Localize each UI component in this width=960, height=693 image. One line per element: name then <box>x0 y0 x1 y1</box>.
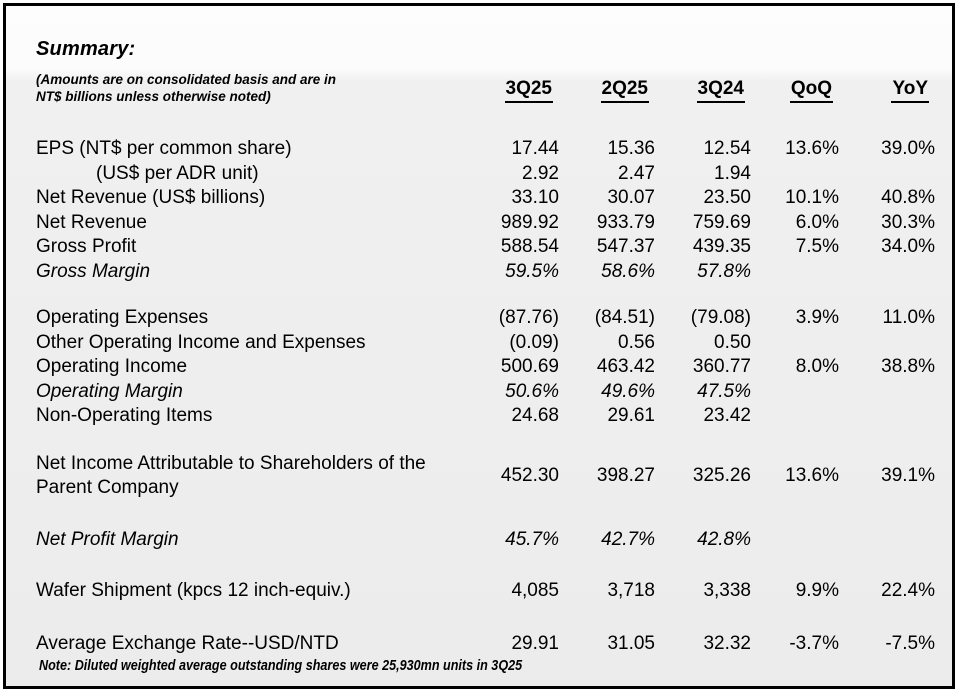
header-gap <box>36 107 938 137</box>
cell-2q25: 58.6% <box>601 260 655 282</box>
table-row <box>36 306 938 331</box>
cell-qoq: 3.9% <box>795 307 839 328</box>
cell-3q25: 452.30 <box>500 464 559 486</box>
column-header-2q25: 2Q25 <box>562 71 658 107</box>
row-label: EPS (NT$ per common share) <box>36 138 292 159</box>
table-row <box>36 404 938 429</box>
cell-yoy: 39.1% <box>881 464 935 486</box>
cell-yoy <box>842 404 938 429</box>
row-label: Operating Income <box>36 356 188 377</box>
cell-qoq: 10.1% <box>785 187 839 208</box>
row-label: Operating Expenses <box>36 307 209 328</box>
cell-qoq: 13.6% <box>785 138 839 159</box>
row-label: Gross Profit <box>36 236 137 257</box>
table-row <box>36 355 938 380</box>
row-label: Net Income Attributable to Shareholders of the Parent Company <box>36 452 426 498</box>
cell-2q25: 547.37 <box>596 236 655 257</box>
cell-qoq: -3.7% <box>789 632 839 654</box>
row-label: Average Exchange Rate--USD/NTD <box>36 632 339 654</box>
table-row <box>36 235 938 260</box>
cell-3q24: 360.77 <box>692 356 751 377</box>
cell-qoq: 6.0% <box>795 211 839 233</box>
cell-2q25: 463.42 <box>596 356 655 377</box>
cell-yoy: -7.5% <box>885 632 935 654</box>
subtitle-line-2: NT$ billions unless otherwise noted) <box>36 89 271 104</box>
cell-qoq <box>754 162 842 187</box>
cell-yoy <box>842 528 938 553</box>
cell-2q25: 15.36 <box>607 138 655 159</box>
cell-2q25: 29.61 <box>607 405 655 426</box>
cell-yoy: 40.8% <box>881 187 935 208</box>
row-label: Net Profit Margin <box>36 528 179 550</box>
cell-3q24: 23.42 <box>703 405 751 426</box>
cell-3q25: (87.76) <box>498 307 559 328</box>
column-header-yoy: YoY <box>842 71 938 107</box>
cell-3q25: 33.10 <box>511 187 559 208</box>
table-row <box>36 211 938 236</box>
cell-yoy <box>842 331 938 356</box>
cell-3q24: 759.69 <box>692 211 751 233</box>
table-row <box>36 579 938 604</box>
cell-2q25: 49.6% <box>601 380 655 402</box>
cell-3q25: 500.69 <box>500 356 559 377</box>
column-header-3q24: 3Q24 <box>658 71 754 107</box>
cell-yoy: 30.3% <box>881 211 935 233</box>
cell-2q25: (84.51) <box>594 307 655 328</box>
cell-yoy: 22.4% <box>881 580 935 601</box>
cell-2q25: 0.56 <box>618 331 655 353</box>
cell-yoy: 38.8% <box>881 356 935 377</box>
report-frame <box>3 3 955 689</box>
cell-3q25: (0.09) <box>509 331 559 353</box>
cell-2q25: 30.07 <box>607 187 655 208</box>
row-label: Wafer Shipment (kpcs 12 inch-equiv.) <box>36 580 351 601</box>
cell-qoq: 9.9% <box>795 580 839 601</box>
row-label: (US$ per ADR unit) <box>96 162 259 184</box>
row-label: Net Revenue <box>36 211 147 233</box>
row-label: Other Operating Income and Expenses <box>36 331 366 353</box>
cell-3q24: 1.94 <box>714 162 751 184</box>
cell-3q24: 0.50 <box>714 331 751 353</box>
table-row <box>36 260 938 285</box>
cell-3q24: 325.26 <box>692 464 751 486</box>
row-label: Operating Margin <box>36 380 183 402</box>
cell-qoq <box>754 404 842 429</box>
column-header-qoq: QoQ <box>754 71 842 107</box>
cell-3q24: 439.35 <box>692 236 751 257</box>
column-header-3q25: 3Q25 <box>466 71 562 107</box>
row-gap <box>36 604 938 632</box>
cell-3q25: 989.92 <box>500 211 559 233</box>
cell-2q25: 933.79 <box>596 211 655 233</box>
cell-2q25: 42.7% <box>601 528 655 550</box>
cell-qoq <box>754 380 842 405</box>
cell-3q25: 45.7% <box>505 528 559 550</box>
cell-3q25: 50.6% <box>505 380 559 402</box>
cell-3q24: 57.8% <box>697 260 751 282</box>
row-label: Gross Margin <box>36 260 151 282</box>
cell-qoq <box>754 260 842 285</box>
cell-3q25: 17.44 <box>511 138 559 159</box>
cell-yoy: 34.0% <box>881 236 935 257</box>
cell-yoy <box>842 162 938 187</box>
financial-summary-table <box>36 71 938 656</box>
cell-2q25: 398.27 <box>596 464 655 486</box>
subtitle-line-1: (Amounts are on consolidated basis and are in <box>36 72 337 87</box>
row-gap <box>36 552 938 579</box>
footnote-text: Note: Diluted weighted average outstanding shares were 25,930mn units in 3Q25 <box>39 657 523 674</box>
table-row <box>36 528 938 553</box>
table-row <box>36 162 938 187</box>
cell-qoq <box>754 331 842 356</box>
row-label: Net Revenue (US$ billions) <box>36 187 266 208</box>
cell-3q25: 4,085 <box>511 580 559 601</box>
table-row <box>36 186 938 211</box>
footnote <box>39 657 614 674</box>
cell-3q24: 47.5% <box>697 380 751 402</box>
cell-3q24: 12.54 <box>703 138 751 159</box>
cell-qoq: 13.6% <box>785 464 839 486</box>
cell-yoy: 39.0% <box>881 138 935 159</box>
table-row <box>36 632 938 657</box>
cell-2q25: 3,718 <box>607 580 655 601</box>
cell-3q25: 29.91 <box>511 632 559 654</box>
row-label: Non-Operating Items <box>36 405 213 426</box>
cell-3q25: 588.54 <box>500 236 559 257</box>
cell-3q24: 42.8% <box>697 528 751 550</box>
table-row <box>36 331 938 356</box>
cell-qoq: 7.5% <box>795 236 839 257</box>
cell-qoq: 8.0% <box>795 356 839 377</box>
cell-qoq <box>754 528 842 553</box>
cell-3q24: 3,338 <box>703 580 751 601</box>
cell-yoy: 11.0% <box>882 307 935 328</box>
cell-3q25: 59.5% <box>505 260 559 282</box>
cell-3q24: 32.32 <box>703 632 751 654</box>
row-gap <box>36 284 938 306</box>
table-row <box>36 137 938 162</box>
cell-3q25: 2.92 <box>522 162 559 184</box>
cell-3q24: 23.50 <box>703 187 751 208</box>
table-row <box>36 380 938 405</box>
cell-3q24: (79.08) <box>690 307 751 328</box>
table-row <box>36 452 938 501</box>
page-title: Summary: <box>36 38 136 60</box>
table-header-row <box>36 71 938 107</box>
cell-3q25: 24.68 <box>511 405 559 426</box>
cell-2q25: 2.47 <box>618 162 655 184</box>
row-gap <box>36 501 938 528</box>
cell-2q25: 31.05 <box>607 632 655 654</box>
cell-yoy <box>842 380 938 405</box>
table-subtitle <box>36 71 466 107</box>
row-gap <box>36 429 938 452</box>
cell-yoy <box>842 260 938 285</box>
